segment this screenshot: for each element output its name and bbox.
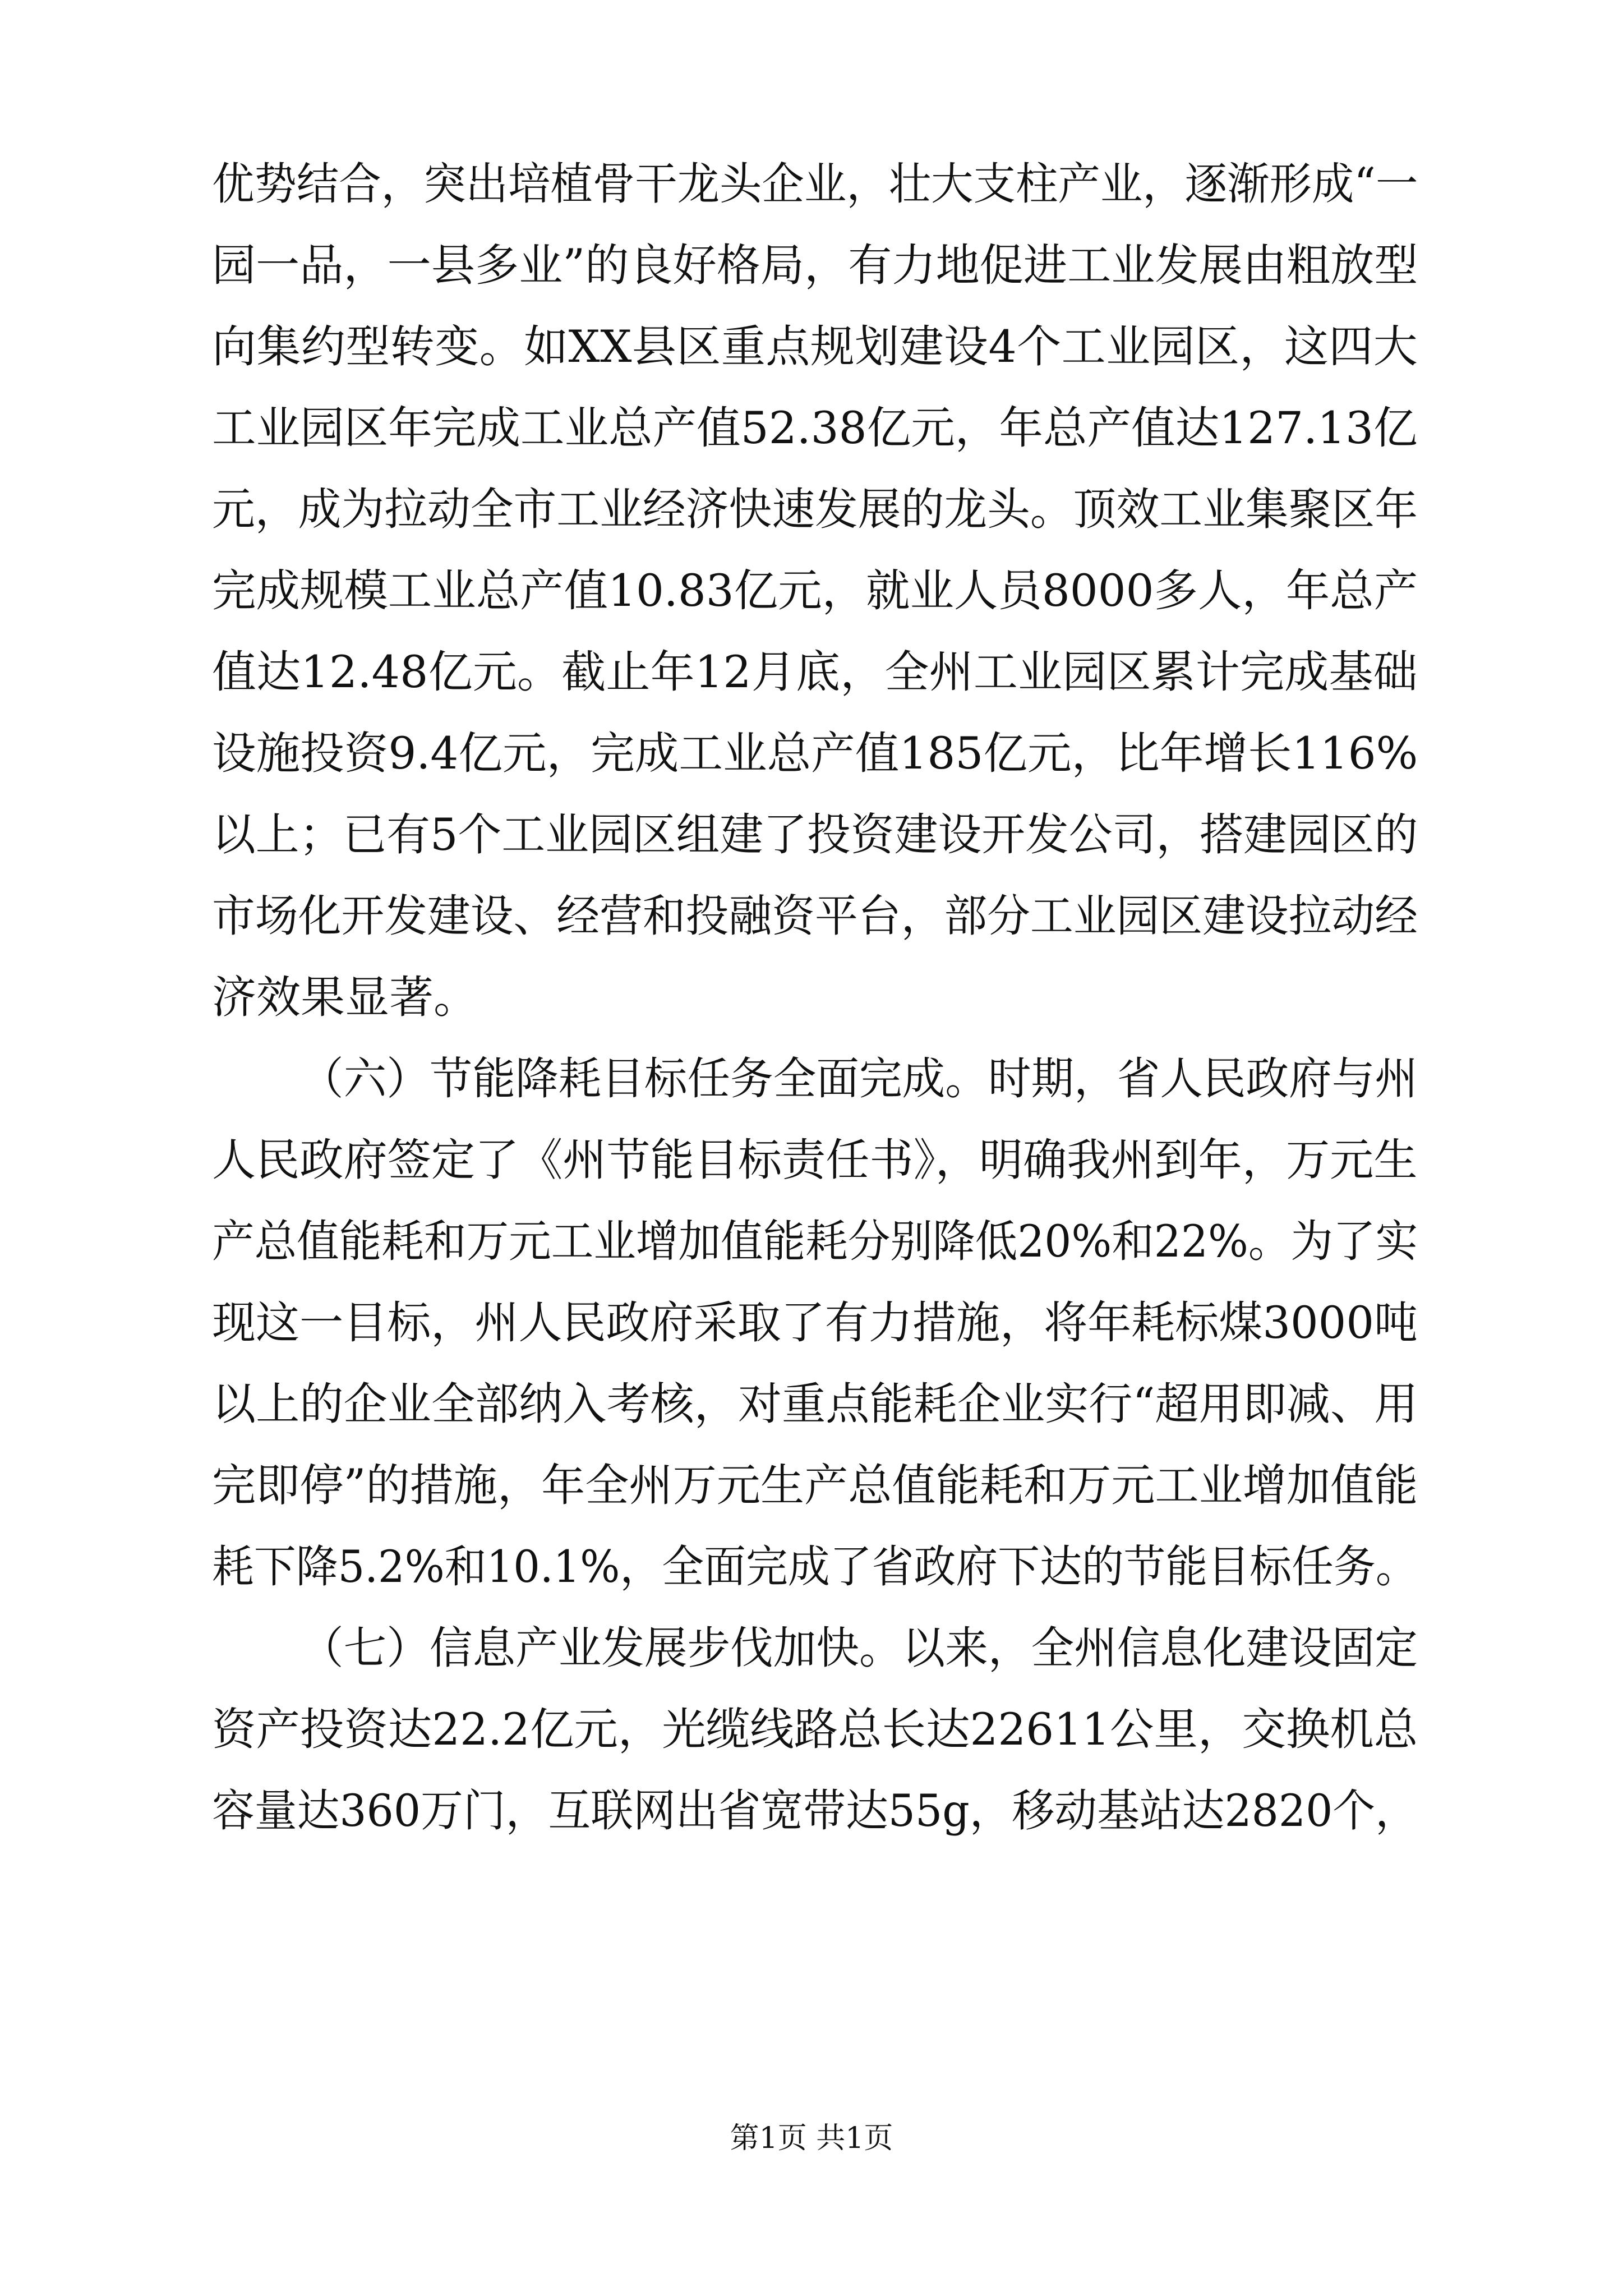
paragraph-start-line: （七）信息产业发展步伐加快。以来，全州信息化建设固定 [301, 1622, 1418, 1674]
text-line: 现这一目标，州人民政府采取了有力措施，将年耗标煤3000吨 [212, 1297, 1418, 1349]
text-line: 市场化开发建设、经营和投融资平台，部分工业园区建设拉动经 [212, 890, 1418, 942]
text-line: 设施投资9.4亿元，完成工业总产值185亿元，比年增长116% [212, 728, 1418, 779]
text-line: 向集约型转变。如XX县区重点规划建设4个工业园区，这四大 [212, 321, 1418, 372]
text-line: 以上；已有5个工业园区组建了投资建设开发公司，搭建园区的 [212, 809, 1418, 861]
text-line: 以上的企业全部纳入考核，对重点能耗企业实行“超用即减、用 [212, 1378, 1418, 1430]
paragraph-start-line: （六）节能降耗目标任务全面完成。时期，省人民政府与州 [301, 1053, 1418, 1105]
text-line: 元，成为拉动全市工业经济快速发展的龙头。顶效工业集聚区年 [212, 484, 1418, 535]
text-line: 优势结合，突出培植骨干龙头企业，壮大支柱产业，逐渐形成“一 [212, 158, 1418, 210]
text-line: 完成规模工业总产值10.83亿元，就业人员8000多人，年总产 [212, 565, 1418, 616]
text-line: 人民政府签定了《州节能目标责任书》，明确我州到年，万元生 [212, 1134, 1418, 1186]
text-line: 济效果显著。 [212, 972, 478, 1023]
text-line: 园一品，一县多业”的良好格局，有力地促进工业发展由粗放型 [212, 240, 1418, 291]
text-line: 完即停”的措施，年全州万元生产总值能耗和万元工业增加值能 [212, 1460, 1418, 1511]
text-line: 容量达360万门，互联网出省宽带达55g，移动基站达2820个， [212, 1785, 1418, 1837]
text-line: 耗下降5.2%和10.1%，全面完成了省政府下达的节能目标任务。 [212, 1541, 1418, 1593]
text-line: 产总值能耗和万元工业增加值能耗分别降低20%和22%。为了实 [212, 1216, 1418, 1267]
text-line: 工业园区年完成工业总产值52.38亿元，年总产值达127.13亿 [212, 402, 1418, 454]
text-line: 资产投资达22.2亿元，光缆线路总长达22611公里，交换机总 [212, 1704, 1418, 1755]
text-line: 值达12.48亿元。截止年12月底，全州工业园区累计完成基础 [212, 646, 1418, 698]
page-footer: 第1页 共1页 [730, 2122, 893, 2155]
